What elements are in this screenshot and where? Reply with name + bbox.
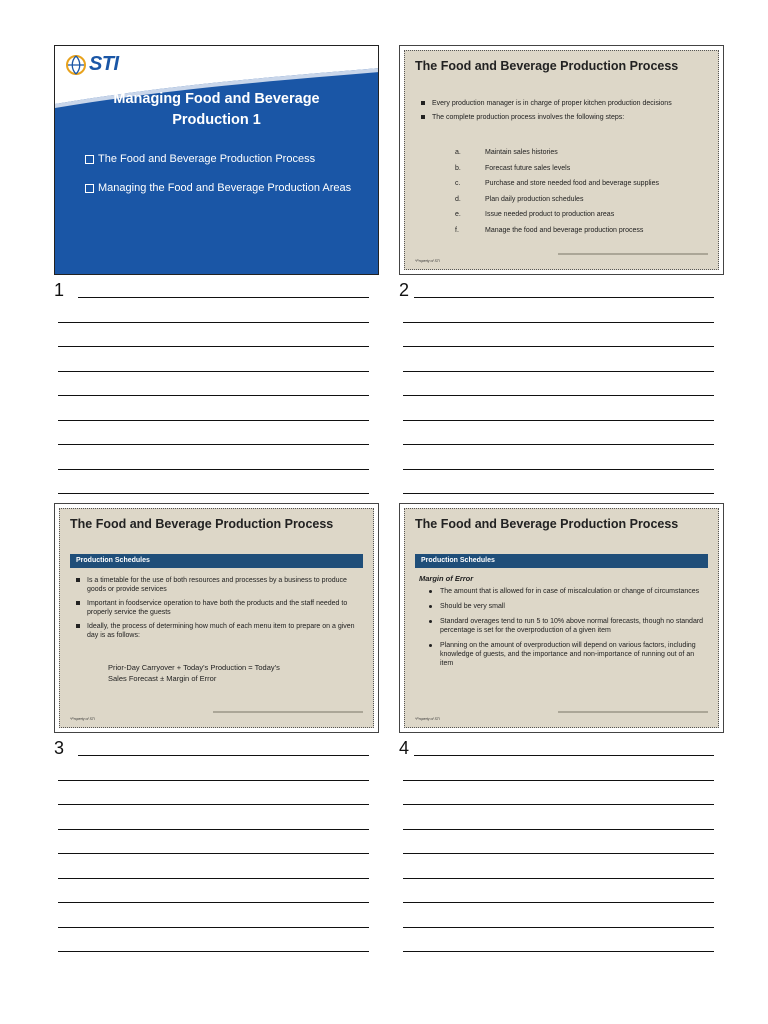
- bullet-item: The complete production process involves the following steps:: [421, 113, 706, 122]
- note-line: [403, 469, 714, 470]
- note-line: [58, 780, 369, 781]
- note-line: [403, 371, 714, 372]
- note-line: [403, 902, 714, 903]
- note-line: [403, 927, 714, 928]
- note-number: 1: [54, 280, 65, 300]
- checkbox-bullet-icon: [85, 184, 94, 193]
- slide-title: The Food and Beverage Production Process: [415, 517, 679, 531]
- slide-2: [399, 45, 724, 275]
- note-line: [58, 927, 369, 928]
- note-line: [78, 297, 369, 298]
- topic-item: The Food and Beverage Production Process: [85, 152, 363, 167]
- step-item: b. Forecast future sales levels: [455, 164, 571, 172]
- note-line: [403, 829, 714, 830]
- bullet-item: Planning on the amount of overproduction will depend on various factors, including knowledge of guests, and the importance and non-importance of running out of an item: [429, 641, 706, 668]
- step-item: d. Plan daily production schedules: [455, 195, 584, 203]
- note-number: 4: [399, 738, 410, 758]
- note-line: [58, 902, 369, 903]
- note-line: [403, 804, 714, 805]
- subheading: Margin of Error: [419, 574, 474, 583]
- globe-icon: [65, 54, 87, 76]
- note-line: [58, 804, 369, 805]
- note-line: [403, 395, 714, 396]
- note-line: [58, 346, 369, 347]
- note-line: [58, 444, 369, 445]
- slide-3: [54, 503, 379, 733]
- topic-list: [85, 152, 363, 210]
- note-line: [58, 829, 369, 830]
- bullet-item: The amount that is allowed for in case of miscalculation or change of circumstances: [429, 587, 706, 596]
- note-line: [414, 755, 714, 756]
- copyright-line: [558, 253, 708, 255]
- note-number: 3: [54, 738, 65, 758]
- step-item: c. Purchase and store needed food and beverage supplies: [455, 180, 659, 188]
- bullet-item: Ideally, the process of determining how much of each menu item to prepare on a given day is as follows:: [76, 622, 361, 640]
- bullet-item: Important in foodservice operation to have both the products and the staff needed to properly service the guests: [76, 599, 361, 617]
- note-line: [58, 853, 369, 854]
- bullet-item: Standard overages tend to run 5 to 10% above normal forecasts, though no standard percentage is set for the overproduction of a given item: [429, 617, 706, 635]
- note-line: [58, 951, 369, 952]
- slide-footer: *Property of STI: [415, 259, 440, 263]
- topic-item: Managing the Food and Beverage Production Areas: [85, 181, 363, 196]
- note-line: [58, 878, 369, 879]
- slide-footer: *Property of STI: [415, 717, 440, 721]
- note-line: [78, 755, 369, 756]
- note-line: [403, 951, 714, 952]
- logo-text: STI: [89, 53, 119, 75]
- bullet-list: [421, 99, 706, 127]
- note-line: [58, 395, 369, 396]
- step-item: f. Manage the food and beverage production process: [455, 226, 644, 234]
- slide-4: [399, 503, 724, 733]
- note-line: [403, 322, 714, 323]
- step-list: [455, 145, 659, 238]
- slide-title: The Food and Beverage Production Process: [70, 517, 334, 531]
- step-item: a. Maintain sales histories: [455, 149, 558, 157]
- formula-text: Prior-Day Carryover + Today's Production = Today's Sales Forecast ± Margin of Error: [108, 663, 280, 683]
- bullet-item: Should be very small: [429, 602, 706, 611]
- bullet-item: Every production manager is in charge of proper kitchen production decisions: [421, 99, 706, 108]
- note-line: [403, 420, 714, 421]
- bullet-item: Is a timetable for the use of both resources and processes by a business to produce goods or provide services: [76, 576, 361, 594]
- sti-logo: [65, 53, 119, 76]
- slide-title: The Food and Beverage Production Process: [415, 59, 679, 73]
- note-line: [58, 469, 369, 470]
- bullet-list: [429, 587, 706, 674]
- note-line: [58, 420, 369, 421]
- section-banner: Production Schedules: [70, 554, 363, 568]
- checkbox-bullet-icon: [85, 155, 94, 164]
- note-line: [403, 780, 714, 781]
- slide-1: [54, 45, 379, 275]
- slide-title: Managing Food and Beverage Production 1: [113, 91, 320, 128]
- copyright-line: [558, 711, 708, 713]
- note-line: [403, 346, 714, 347]
- slide-footer: *Property of STI: [70, 717, 95, 721]
- step-item: e. Issue needed product to production areas: [455, 211, 615, 219]
- bullet-list: [76, 576, 361, 645]
- section-banner: Production Schedules: [415, 554, 708, 568]
- note-line: [403, 853, 714, 854]
- note-line: [58, 371, 369, 372]
- note-line: [58, 493, 369, 494]
- note-line: [403, 878, 714, 879]
- note-line: [414, 297, 714, 298]
- note-line: [403, 493, 714, 494]
- note-line: [403, 444, 714, 445]
- copyright-line: [213, 711, 363, 713]
- note-line: [58, 322, 369, 323]
- note-number: 2: [399, 280, 410, 300]
